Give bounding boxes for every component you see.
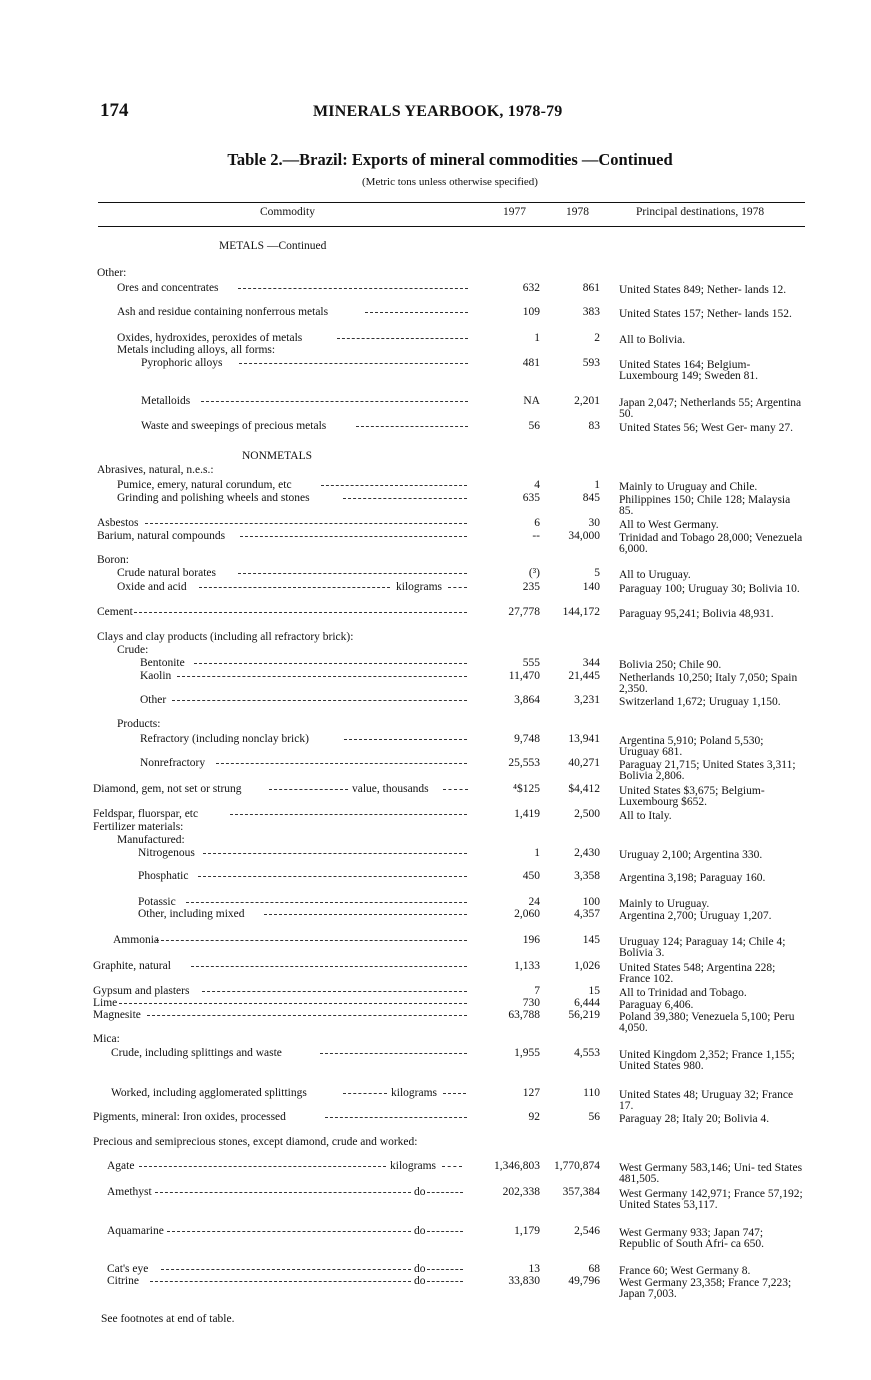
value-1978: 4,357 <box>574 908 600 920</box>
destinations: Mainly to Uruguay. <box>619 898 710 910</box>
value-1978: 383 <box>582 306 600 318</box>
row-label: Oxides, hydroxides, peroxides of metals <box>117 332 303 344</box>
running-title: MINERALS YEARBOOK, 1978-79 <box>313 103 563 120</box>
row-label: Metals including alloys, all forms: <box>117 344 276 356</box>
destinations: Netherlands 10,250; Italy 7,050; Spain 2,350. <box>619 672 798 695</box>
dot-leader <box>155 1192 411 1193</box>
row-label: Aquamarine <box>107 1225 164 1237</box>
row-label: Diamond, gem, not set or strung <box>93 783 242 795</box>
dot-leader <box>320 1053 467 1054</box>
dot-leader <box>269 789 348 790</box>
table-row <box>0 733 871 758</box>
table-row <box>0 871 871 885</box>
value-1977: 1,955 <box>514 1047 540 1059</box>
table-row <box>0 1009 871 1034</box>
value-1978: 3,358 <box>574 870 600 882</box>
table-title: Table 2.—Brazil: Exports of mineral commodities —Continued <box>227 150 673 169</box>
value-1978: 6,444 <box>574 997 600 1009</box>
value-1977: 25,553 <box>508 757 540 769</box>
destinations: Poland 39,380; Venezuela 5,100; Peru 4,050. <box>619 1011 795 1034</box>
value-1978: 861 <box>582 282 600 294</box>
value-1977: 24 <box>528 896 540 908</box>
destinations: Paraguay 6,406. <box>619 999 694 1011</box>
table-row <box>0 848 871 862</box>
dot-leader <box>427 1192 463 1193</box>
value-1977: 92 <box>528 1111 540 1123</box>
unit-suffix: kilograms <box>391 1087 437 1099</box>
row-label: Cement <box>97 606 133 618</box>
column-header-1978: 1978 <box>566 206 589 218</box>
table-row <box>0 1112 871 1126</box>
value-1978: 40,271 <box>568 757 600 769</box>
value-1978: 344 <box>582 657 600 669</box>
dot-leader <box>343 1093 387 1094</box>
table-row <box>0 719 871 733</box>
dot-leader <box>199 587 390 588</box>
value-1977: 450 <box>522 870 540 882</box>
dot-leader <box>216 763 467 764</box>
row-label: Ammonia <box>113 934 159 946</box>
row-label: Asbestos <box>97 517 139 529</box>
dot-leader <box>150 1281 411 1282</box>
value-1977: 1 <box>534 332 540 344</box>
row-label: Agate <box>107 1160 135 1172</box>
destinations: United States 48; Uruguay 32; France 17. <box>619 1089 794 1112</box>
dot-leader <box>147 1015 467 1016</box>
dot-leader <box>325 1117 467 1118</box>
destinations: West Germany 23,358; France 7,223; Japan 7,003. <box>619 1277 792 1300</box>
value-1978: 1,026 <box>574 960 600 972</box>
destinations: Argentina 5,910; Poland 5,530; Uruguay 681. <box>619 735 764 758</box>
value-1977: 730 <box>522 997 540 1009</box>
destinations: Trinidad and Tobago 28,000; Venezuela 6,000. <box>619 532 803 555</box>
value-1978: 2,500 <box>574 808 600 820</box>
table-row <box>0 934 871 959</box>
value-1977: 1,179 <box>514 1225 540 1237</box>
destinations: United States 548; Argentina 228; France 102. <box>619 962 776 985</box>
dot-leader <box>230 814 467 815</box>
table-top-rule <box>98 202 805 203</box>
dot-leader <box>139 1166 386 1167</box>
dot-leader <box>198 876 467 877</box>
dot-leader <box>240 536 467 537</box>
value-1977: (³) <box>528 567 540 579</box>
row-label: Clays and clay products (including all refractory brick): <box>97 631 354 643</box>
dot-leader <box>443 789 468 790</box>
table-row <box>0 345 871 359</box>
value-1977: 1 <box>534 847 540 859</box>
value-1978: 144,172 <box>562 606 600 618</box>
destinations: Paraguay 28; Italy 20; Bolivia 4. <box>619 1113 770 1125</box>
row-label: Citrine <box>107 1275 139 1287</box>
table-row <box>0 395 871 420</box>
row-label: Ash and residue containing nonferrous metals <box>117 306 329 318</box>
dot-leader <box>356 426 468 427</box>
value-1977: 109 <box>522 306 540 318</box>
table-row <box>0 1225 871 1250</box>
value-1978: $4,412 <box>568 783 600 795</box>
value-1978: 4,553 <box>574 1047 600 1059</box>
value-1977: 2,060 <box>514 908 540 920</box>
table-row <box>0 960 871 985</box>
dot-leader <box>186 902 467 903</box>
destinations: Paraguay 95,241; Bolivia 48,931. <box>619 608 774 620</box>
value-1978: 1 <box>594 479 600 491</box>
row-label: Crude natural borates <box>117 567 216 579</box>
table-row <box>0 670 871 695</box>
row-label: Feldspar, fluorspar, etc <box>93 808 199 820</box>
value-1977: 7 <box>534 985 540 997</box>
row-label: Graphite, natural <box>93 960 171 972</box>
dot-leader <box>239 363 468 364</box>
value-1977: 27,778 <box>508 606 540 618</box>
value-1978: 2,546 <box>574 1225 600 1237</box>
row-label: Kaolin <box>140 670 172 682</box>
row-label: Amethyst <box>107 1186 152 1198</box>
destinations: Argentina 3,198; Paraguay 160. <box>619 872 766 884</box>
row-label: Oxide and acid <box>117 581 187 593</box>
value-1977: 555 <box>522 657 540 669</box>
table-row <box>0 492 871 517</box>
value-1978: 593 <box>582 357 600 369</box>
row-label: Potassic <box>138 896 176 908</box>
value-1977: -- <box>532 530 540 542</box>
dot-leader <box>177 676 467 677</box>
dot-leader <box>191 966 467 967</box>
table-row <box>0 1034 871 1048</box>
value-1977: 481 <box>522 357 540 369</box>
table-row <box>0 1047 871 1072</box>
table-row <box>0 421 871 435</box>
table-row <box>0 607 871 621</box>
row-label: Pyrophoric alloys <box>141 357 223 369</box>
dot-leader <box>203 853 467 854</box>
dot-leader <box>321 485 467 486</box>
value-1977: 56 <box>528 420 540 432</box>
section-heading-nonmetals: NONMETALS <box>242 450 312 462</box>
unit-suffix: do <box>414 1263 426 1275</box>
value-1978: 1,770,874 <box>554 1160 600 1172</box>
value-1978: 2,201 <box>574 395 600 407</box>
dot-leader <box>202 991 467 992</box>
value-1978: 13,941 <box>568 733 600 745</box>
dot-leader <box>442 1166 462 1167</box>
table-row <box>0 268 871 282</box>
value-1977: 202,338 <box>502 1186 540 1198</box>
unit-suffix: value, thousands <box>352 783 429 795</box>
value-1977: 1,133 <box>514 960 540 972</box>
dot-leader <box>194 663 467 664</box>
destinations: Uruguay 124; Paraguay 14; Chile 4; Bolivia 3. <box>619 936 786 959</box>
value-1977: 33,830 <box>508 1275 540 1287</box>
dot-leader <box>427 1281 463 1282</box>
row-label: Nitrogenous <box>138 847 195 859</box>
row-label: Grinding and polishing wheels and stones <box>117 492 310 504</box>
value-1978: 2,430 <box>574 847 600 859</box>
value-1978: 56,219 <box>568 1009 600 1021</box>
value-1977: 632 <box>522 282 540 294</box>
section-heading-metals: METALS —Continued <box>219 240 327 252</box>
dot-leader <box>427 1231 463 1232</box>
value-1977: 1,346,803 <box>494 1160 540 1172</box>
row-label: Waste and sweepings of precious metals <box>141 420 327 432</box>
unit-suffix: do <box>414 1225 426 1237</box>
value-1977: 9,748 <box>514 733 540 745</box>
value-1978: 49,796 <box>568 1275 600 1287</box>
destinations: All to Bolivia. <box>619 334 686 346</box>
dot-leader <box>119 1003 467 1004</box>
dot-leader <box>145 523 467 524</box>
destinations: Paraguay 100; Uruguay 30; Bolivia 10. <box>619 583 800 595</box>
destinations: Switzerland 1,672; Uruguay 1,150. <box>619 696 781 708</box>
value-1977: 127 <box>522 1087 540 1099</box>
value-1977: 63,788 <box>508 1009 540 1021</box>
row-label: Barium, natural compounds <box>97 530 226 542</box>
value-1977: 13 <box>528 1263 540 1275</box>
dot-leader <box>443 1093 466 1094</box>
dot-leader <box>172 700 467 701</box>
dot-leader <box>161 1269 411 1270</box>
value-1977: 1,419 <box>514 808 540 820</box>
destinations: United Kingdom 2,352; France 1,155; United States 980. <box>619 1049 795 1072</box>
row-label: Bentonite <box>140 657 185 669</box>
value-1977: NA <box>523 395 540 407</box>
destinations: United States 157; Nether- lands 152. <box>619 308 792 320</box>
dot-leader <box>365 312 468 313</box>
dot-leader <box>238 573 467 574</box>
dot-leader <box>448 587 467 588</box>
table-row <box>0 835 871 849</box>
destinations: France 60; West Germany 8. <box>619 1265 751 1277</box>
value-1977: 3,864 <box>514 694 540 706</box>
dot-leader <box>238 288 468 289</box>
table-subtitle: (Metric tons unless otherwise specified) <box>362 176 538 188</box>
destinations: West Germany 933; Japan 747; Republic of South Afri- ca 650. <box>619 1227 765 1250</box>
table-row <box>0 1275 871 1300</box>
table-row <box>0 1160 871 1185</box>
unit-suffix: do <box>414 1275 426 1287</box>
row-label: Products: <box>117 718 161 730</box>
row-label: Nonrefractory <box>140 757 206 769</box>
row-label: Worked, including agglomerated splittings <box>111 1087 307 1099</box>
value-1978: 21,445 <box>568 670 600 682</box>
value-1978: 5 <box>594 567 600 579</box>
value-1977: ⁴$125 <box>512 783 540 795</box>
value-1978: 68 <box>588 1263 600 1275</box>
column-header-1977: 1977 <box>503 206 526 218</box>
value-1978: 83 <box>588 420 600 432</box>
table-row <box>0 658 871 672</box>
row-label: Phosphatic <box>138 870 189 882</box>
table-row <box>0 307 871 321</box>
value-1978: 2 <box>594 332 600 344</box>
row-label: Gypsum and plasters <box>93 985 190 997</box>
column-header-commodity: Commodity <box>260 206 315 218</box>
row-label: Refractory (including nonclay brick) <box>140 733 309 745</box>
row-label: Manufactured: <box>117 834 185 846</box>
table-row <box>0 645 871 659</box>
table-row <box>0 568 871 582</box>
table-row <box>0 283 871 297</box>
value-1978: 845 <box>582 492 600 504</box>
value-1978: 357,384 <box>562 1186 600 1198</box>
row-label: Cat's eye <box>107 1263 149 1275</box>
value-1978: 34,000 <box>568 530 600 542</box>
value-1978: 140 <box>582 581 600 593</box>
value-1977: 4 <box>534 479 540 491</box>
dot-leader <box>167 1231 411 1232</box>
destinations: Philippines 150; Chile 128; Malaysia 85. <box>619 494 791 517</box>
value-1978: 110 <box>583 1087 600 1099</box>
dot-leader <box>264 914 467 915</box>
table-row <box>0 909 871 923</box>
value-1978: 100 <box>582 896 600 908</box>
value-1977: 635 <box>522 492 540 504</box>
row-label: Fertilizer materials: <box>93 821 184 833</box>
row-label: Crude: <box>117 644 149 656</box>
table-row <box>0 1137 871 1151</box>
destinations: All to West Germany. <box>619 519 719 531</box>
value-1978: 56 <box>588 1111 600 1123</box>
table-row <box>0 695 871 709</box>
row-label: Crude, including splittings and waste <box>111 1047 282 1059</box>
dot-leader <box>343 498 467 499</box>
row-label: Other <box>140 694 167 706</box>
destinations: United States $3,675; Belgium-Luxembourg $652. <box>619 785 765 808</box>
dot-leader <box>344 739 467 740</box>
destinations: United States 56; West Ger- many 27. <box>619 422 793 434</box>
table-row <box>0 1087 871 1112</box>
destinations: All to Uruguay. <box>619 569 691 581</box>
row-label: Other, including mixed <box>138 908 245 920</box>
row-label: Abrasives, natural, n.e.s.: <box>97 464 214 476</box>
table-row <box>0 582 871 596</box>
value-1978: 3,231 <box>574 694 600 706</box>
table-row <box>0 530 871 555</box>
dot-leader <box>156 940 467 941</box>
value-1978: 145 <box>582 934 600 946</box>
row-label: Lime <box>93 997 118 1009</box>
table-row <box>0 1186 871 1211</box>
unit-suffix: kilograms <box>390 1160 436 1172</box>
destinations: United States 849; Nether- lands 12. <box>619 284 787 296</box>
row-label: Pigments, mineral: Iron oxides, processed <box>93 1111 286 1123</box>
value-1978: 15 <box>588 985 600 997</box>
destinations: All to Italy. <box>619 810 672 822</box>
table-row <box>0 357 871 382</box>
row-label: Ores and concentrates <box>117 282 219 294</box>
footnote: See footnotes at end of table. <box>101 1313 235 1325</box>
page-number: 174 <box>100 100 129 121</box>
destinations: West Germany 583,146; Uni- ted States 481,505. <box>619 1162 803 1185</box>
row-label: Mica: <box>93 1033 120 1045</box>
table-row <box>0 465 871 479</box>
row-label: Precious and semiprecious stones, except diamond, crude and worked: <box>93 1136 418 1148</box>
unit-suffix: do <box>414 1186 426 1198</box>
dot-leader <box>201 401 468 402</box>
value-1977: 11,470 <box>508 670 540 682</box>
destinations: United States 164; Belgium-Luxembourg 149; Sweden 81. <box>619 359 759 382</box>
value-1977: 6 <box>534 517 540 529</box>
row-label: Boron: <box>97 554 129 566</box>
table-header-rule <box>98 226 805 227</box>
value-1977: 196 <box>522 934 540 946</box>
unit-suffix: kilograms <box>396 581 442 593</box>
destinations: Argentina 2,700; Uruguay 1,207. <box>619 910 772 922</box>
destinations: Paraguay 21,715; United States 3,311; Bolivia 2,806. <box>619 759 796 782</box>
destinations: All to Trinidad and Tobago. <box>619 987 747 999</box>
value-1978: 30 <box>588 517 600 529</box>
destinations: Japan 2,047; Netherlands 55; Argentina 50. <box>619 397 802 420</box>
destinations: West Germany 142,971; France 57,192; United States 53,117. <box>619 1188 803 1211</box>
table-row <box>0 757 871 782</box>
dot-leader <box>427 1269 463 1270</box>
destinations: Bolivia 250; Chile 90. <box>619 659 722 671</box>
dot-leader <box>337 338 468 339</box>
dot-leader <box>134 612 467 613</box>
destinations: Uruguay 2,100; Argentina 330. <box>619 849 763 861</box>
column-header-destinations: Principal destinations, 1978 <box>636 206 765 218</box>
row-label: Pumice, emery, natural corundum, etc <box>117 479 292 491</box>
row-label: Magnesite <box>93 1009 141 1021</box>
row-label: Other: <box>97 267 127 279</box>
table-row <box>0 783 871 808</box>
destinations: Mainly to Uruguay and Chile. <box>619 481 758 493</box>
value-1977: 235 <box>522 581 540 593</box>
row-label: Metalloids <box>141 395 191 407</box>
